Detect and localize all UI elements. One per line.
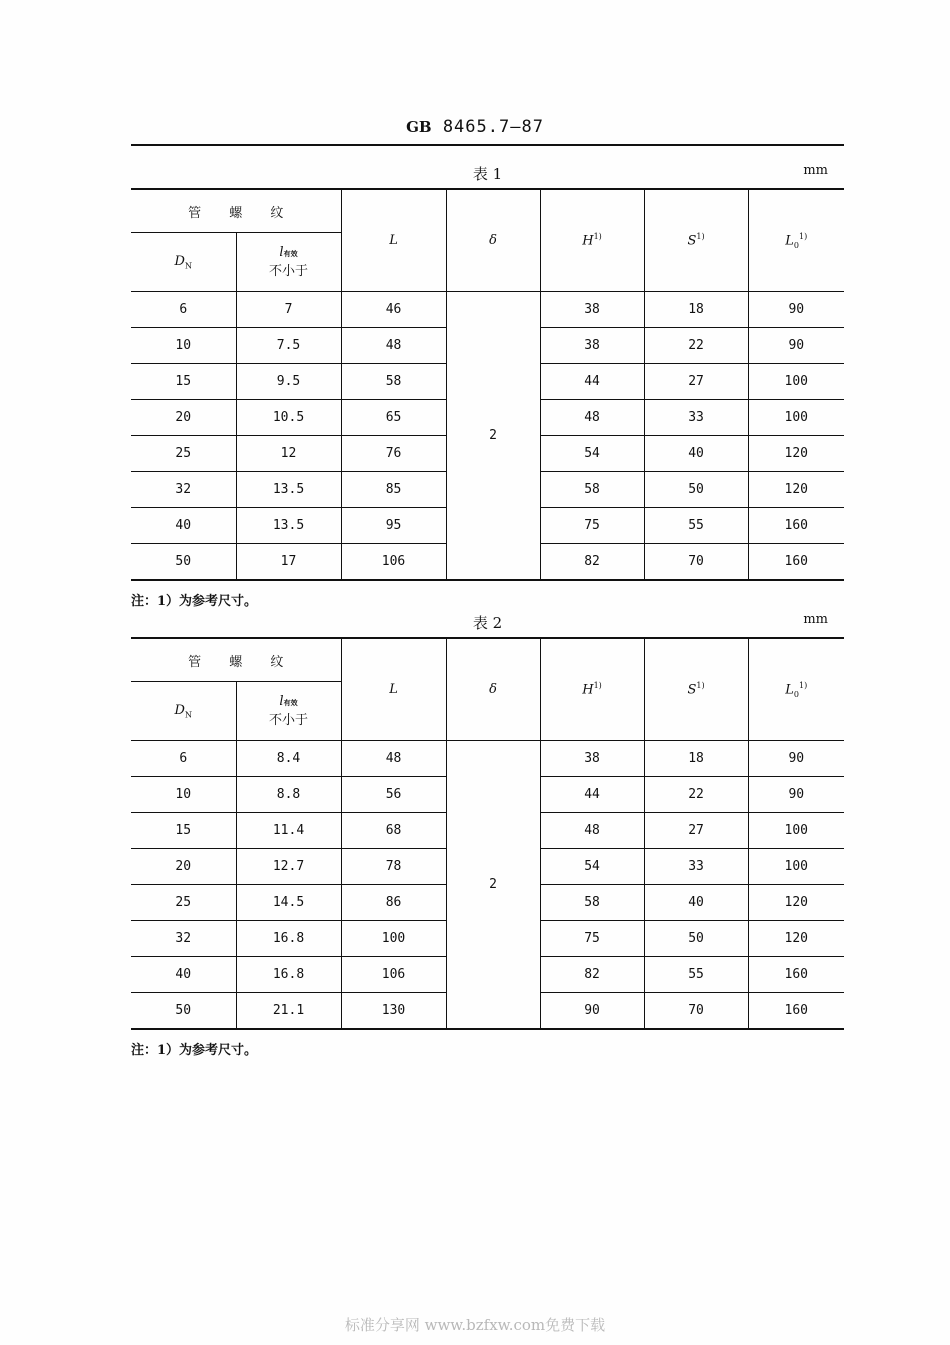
cell-dn: 25 [131,436,236,472]
cell-l-eff: 16.8 [236,957,341,993]
header-H [540,638,644,741]
cell-H: 44 [540,777,644,813]
cell-S: 22 [644,777,748,813]
header-L0-subscript: 0 [793,689,800,699]
cell-L0: 90 [748,741,844,777]
cell-l-eff: 16.8 [236,921,341,957]
cell-L: 85 [341,472,446,508]
cell-l-eff: 9.5 [236,364,341,400]
header-L0 [748,638,844,741]
header-rule [131,144,844,146]
cell-dn: 50 [131,544,236,580]
cell-L0: 120 [748,436,844,472]
cell-S: 40 [644,436,748,472]
table-row [131,741,844,777]
header-DN-label: D [174,702,185,718]
cell-L: 100 [341,921,446,957]
cell-l-eff: 7.5 [236,328,341,364]
cell-dn: 10 [131,777,236,813]
cell-H: 38 [540,292,644,328]
standard-prefix: GB [406,118,432,136]
header-L0-label: L [785,232,794,248]
dimension-table [131,637,844,1030]
cell-l-eff: 17 [236,544,341,580]
header-L0-subscript: 0 [793,240,800,250]
cell-L0: 160 [748,993,844,1029]
cell-H: 48 [540,400,644,436]
header-l-eff-symbol [237,244,341,263]
table-title: 表 2 [472,614,503,632]
cell-l-eff: 7 [236,292,341,328]
header-L0-footnote: 1) [799,680,808,690]
header-S [644,189,748,292]
cell-S: 55 [644,957,748,993]
table-title: 表 1 [472,165,503,183]
cell-l-eff: 13.5 [236,508,341,544]
cell-L: 106 [341,957,446,993]
cell-H: 38 [540,741,644,777]
header-l-eff-min-note: 不小于 [269,263,309,279]
cell-dn: 40 [131,508,236,544]
cell-L0: 100 [748,813,844,849]
cell-S: 18 [644,292,748,328]
header-L0-footnote: 1) [799,231,808,241]
cell-S: 40 [644,885,748,921]
cell-L: 86 [341,885,446,921]
header-delta-label: δ [489,682,497,697]
header-delta-label: δ [489,233,497,248]
header-l-eff [236,233,341,292]
cell-S: 22 [644,328,748,364]
cell-dn: 40 [131,957,236,993]
cell-S: 70 [644,993,748,1029]
header-L0-label: L [785,681,794,697]
cell-dn: 20 [131,400,236,436]
header-L [341,189,446,292]
cell-H: 75 [540,921,644,957]
cell-delta: 2 [446,292,540,580]
cell-l-eff: 8.4 [236,741,341,777]
cell-L0: 120 [748,921,844,957]
cell-L: 68 [341,813,446,849]
standard-code [0,117,950,137]
header-S [644,638,748,741]
cell-L: 65 [341,400,446,436]
cell-S: 50 [644,472,748,508]
cell-L0: 160 [748,544,844,580]
cell-L0: 120 [748,472,844,508]
cell-S: 18 [644,741,748,777]
cell-dn: 10 [131,328,236,364]
table-unit: mm [803,163,828,178]
cell-l-eff: 14.5 [236,885,341,921]
cell-S: 50 [644,921,748,957]
cell-l-eff: 10.5 [236,400,341,436]
header-S-footnote: 1) [696,232,705,242]
table-row [131,292,844,328]
cell-L0: 100 [748,849,844,885]
header-DN [131,682,236,741]
cell-L: 48 [341,741,446,777]
cell-H: 38 [540,328,644,364]
cell-L0: 160 [748,508,844,544]
cell-L: 76 [341,436,446,472]
cell-dn: 32 [131,472,236,508]
header-L-label: L [389,233,398,248]
cell-L: 58 [341,364,446,400]
header-DN-subscript: N [184,710,192,720]
cell-L: 95 [341,508,446,544]
cell-L: 56 [341,777,446,813]
header-l-eff [236,682,341,741]
cell-L0: 90 [748,292,844,328]
table-note: 注：1）为参考尺寸。 [131,594,258,609]
header-delta [446,189,540,292]
cell-dn: 50 [131,993,236,1029]
header-l-eff-subscript: 有效 [283,248,298,258]
cell-L0: 90 [748,777,844,813]
cell-H: 54 [540,849,644,885]
cell-dn: 15 [131,813,236,849]
cell-l-eff: 12 [236,436,341,472]
cell-L0: 100 [748,400,844,436]
header-l-eff-min-note: 不小于 [269,712,309,728]
header-pipe-thread: 管 螺 纹 [131,189,341,233]
cell-H: 58 [540,885,644,921]
cell-L: 78 [341,849,446,885]
header-l-eff-label: l [279,244,284,260]
header-l-eff-label: l [279,693,284,709]
cell-H: 58 [540,472,644,508]
standard-number: 8465.7—87 [442,117,544,137]
header-l-eff-subscript: 有效 [283,697,298,707]
cell-L0: 100 [748,364,844,400]
header-DN [131,233,236,292]
cell-H: 75 [540,508,644,544]
cell-L0: 160 [748,957,844,993]
cell-L: 48 [341,328,446,364]
footer-watermark: 标准分享网 www.bzfxw.com免费下载 [344,1316,606,1334]
header-H-label: H [582,682,594,698]
header-L0 [748,189,844,292]
cell-L0: 120 [748,885,844,921]
cell-l-eff: 13.5 [236,472,341,508]
header-H-footnote: 1) [593,232,602,242]
header-pipe-thread: 管 螺 纹 [131,638,341,682]
header-L [341,638,446,741]
cell-dn: 6 [131,292,236,328]
cell-S: 27 [644,364,748,400]
cell-S: 33 [644,400,748,436]
cell-H: 48 [540,813,644,849]
cell-S: 27 [644,813,748,849]
header-H [540,189,644,292]
header-DN-subscript: N [184,261,192,271]
cell-H: 44 [540,364,644,400]
cell-dn: 32 [131,921,236,957]
cell-S: 70 [644,544,748,580]
header-H-footnote: 1) [593,681,602,691]
cell-dn: 20 [131,849,236,885]
header-DN-label: D [174,253,185,269]
cell-l-eff: 12.7 [236,849,341,885]
header-l-eff-symbol [237,693,341,712]
cell-l-eff: 11.4 [236,813,341,849]
dimension-table [131,188,844,581]
cell-L: 46 [341,292,446,328]
cell-H: 54 [540,436,644,472]
cell-S: 55 [644,508,748,544]
cell-l-eff: 8.8 [236,777,341,813]
cell-dn: 6 [131,741,236,777]
header-L-label: L [389,682,398,697]
cell-H: 82 [540,544,644,580]
cell-delta: 2 [446,741,540,1029]
cell-l-eff: 21.1 [236,993,341,1029]
cell-L: 106 [341,544,446,580]
cell-dn: 15 [131,364,236,400]
cell-S: 33 [644,849,748,885]
header-S-label: S [687,682,697,698]
header-delta [446,638,540,741]
cell-L: 130 [341,993,446,1029]
table-note: 注：1）为参考尺寸。 [131,1043,258,1058]
cell-H: 82 [540,957,644,993]
header-S-label: S [687,233,697,249]
header-H-label: H [582,233,594,249]
header-S-footnote: 1) [696,681,705,691]
cell-L0: 90 [748,328,844,364]
cell-H: 90 [540,993,644,1029]
table-unit: mm [803,612,828,627]
cell-dn: 25 [131,885,236,921]
